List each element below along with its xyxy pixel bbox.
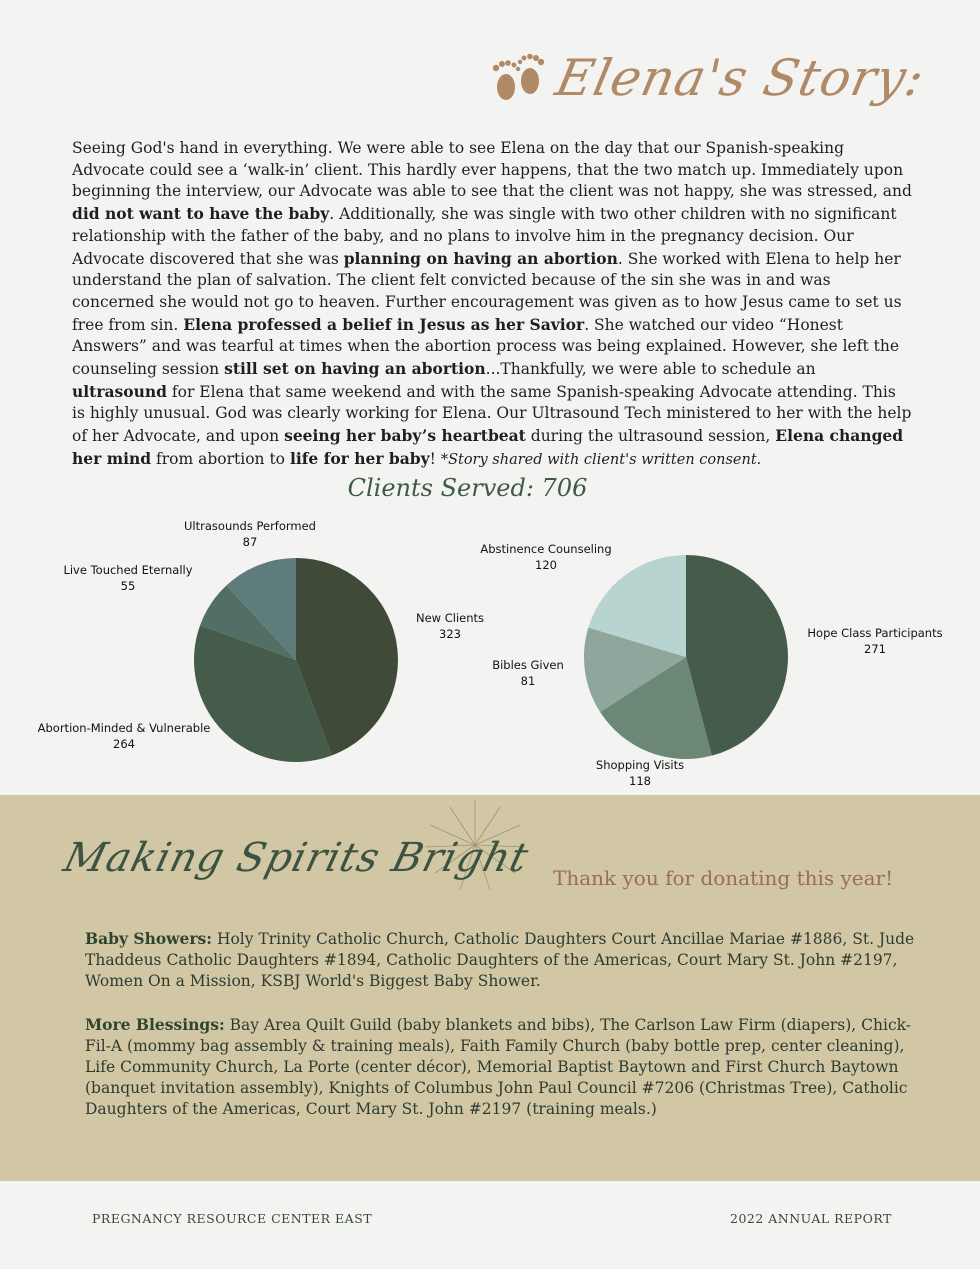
slice-label-value: 120 <box>535 558 557 572</box>
baby-feet-icon <box>489 53 547 111</box>
slice-label-value: 323 <box>439 627 461 641</box>
slice-label <box>63 562 192 594</box>
story-title: Elena's Story: <box>550 49 931 107</box>
slice-label-value: 55 <box>120 579 136 593</box>
band-title: Making Spirits Bright <box>59 835 534 881</box>
slice-label <box>596 757 684 789</box>
slice-label-value: 271 <box>864 642 886 656</box>
slice-label-text: Hope Class Participants <box>807 626 943 640</box>
clients-served-heading: Clients Served: 706 <box>347 474 588 502</box>
more-blessings-paragraph: More Blessings: Bay Area Quilt Guild (baby blankets and bibs), The Carlson Law Firm (diapers), Chick-Fil-A (mommy bag assembly & training meals), Faith Family Church (baby bottle prep, center cleaning), Life Community Church, La Porte (center décor), Memorial Baptist Baytown and First Church Baytown (banquet invitation assembly), Knights of Columbus John Paul Council #7206 (Christmas Tree), Catholic Daughters of the Americas, Court Mary St. John #2197 (training meals.) <box>85 1015 911 1118</box>
slice-label <box>807 625 942 657</box>
story-body: Seeing God's hand in everything. We were able to see Elena on the day that our Spanish-speaking Advocate could see a ‘walk-in’ client. This hardly ever happens, that the two match up. Immediately upon beginning the interview, our Advocate was able to see that the client was not happy, she was stressed, and did not want to have the baby. Additionally, she was single with two other children with no significant relationship with the father of the baby, and no plans to involve him in the pregnancy decision. Our Advocate discovered that she was planning on having an abortion. She worked with Elena to help her understand the plan of salvation. The client felt convicted because of the sin she was in and was concerned she would not go to heaven. Further encouragement was given as to how Jesus came to set us free from sin. Elena professed a belief in Jesus as her Savior. She watched our video “Honest Answers” and was tearful at times when the abortion process was being explained. However, she left the counseling session still set on having an abortion...Thankfully, we were able to schedule an ultrasound for Elena that same weekend and with the same Spanish-speaking Advocate attending. This is highly unusual. God was clearly working for Elena. Our Ultrasound Tech ministered to her with the help of her Advocate, and upon seeing her baby’s heartbeat during the ultrasound session, Elena changed her mind from abortion to life for her baby! *Story shared with client's written consent. <box>72 139 912 468</box>
slice-label <box>492 657 564 689</box>
slice-label <box>184 518 316 550</box>
slice-label-text: Live Touched Eternally <box>63 563 193 577</box>
footer-report-title: 2022 ANNUAL REPORT <box>730 1211 892 1226</box>
pie-chart-2 <box>470 535 970 795</box>
slice-label-value: 81 <box>520 674 536 688</box>
slice-label-text: New Clients <box>415 611 485 625</box>
pie-chart-1 <box>0 510 490 780</box>
slice-label-value: 264 <box>113 737 135 751</box>
slice-label <box>480 541 611 573</box>
footer-org-name: PREGNANCY RESOURCE CENTER EAST <box>92 1211 373 1226</box>
slice-label-value: 118 <box>629 774 651 788</box>
slice-label-text: Abortion-Minded & Vulnerable <box>37 721 211 735</box>
story-header <box>485 45 931 125</box>
slice-label-text: Bibles Given <box>492 658 564 672</box>
slice-label-text: Shopping Visits <box>595 758 685 772</box>
baby-showers-paragraph: Baby Showers: Holy Trinity Catholic Church, Catholic Daughters Court Ancillae Mariae #1886, St. Jude Thaddeus Catholic Daughters #1894, Catholic Daughters of the Americas, Court Mary St. John #2197, Women On a Mission, KSBJ World's Biggest Baby Shower. <box>85 929 915 990</box>
slice-label-value: 87 <box>242 535 258 549</box>
thanks-message: Thank you for donating this year! <box>553 866 894 890</box>
slice-label-text: Abstinence Counseling <box>480 542 612 556</box>
slice-label <box>38 720 211 752</box>
slice-label-text: Ultrasounds Performed <box>184 519 316 533</box>
